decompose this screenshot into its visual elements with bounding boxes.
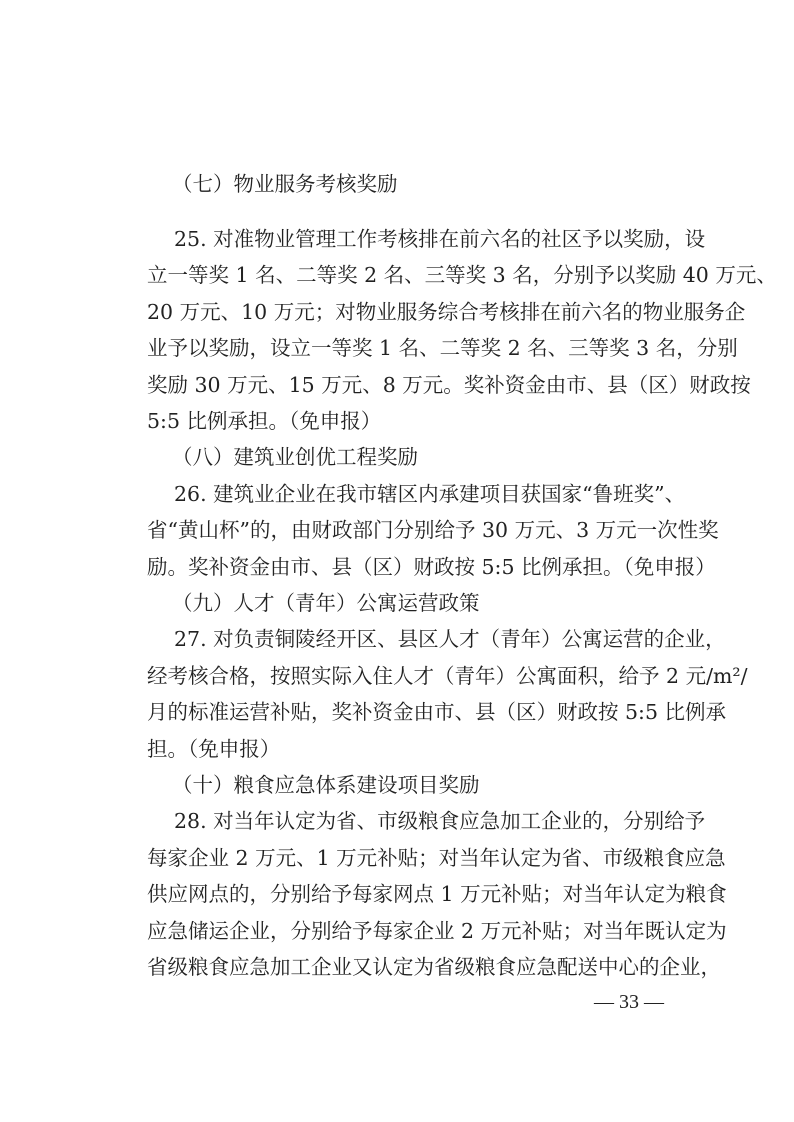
paragraph-line: 每家企业 2 万元、1 万元补贴；对当年认定为省、市级粮食应急 bbox=[147, 845, 726, 870]
paragraph-line: 20 万元、10 万元；对物业服务综合考核排在前六名的物业服务企 bbox=[147, 299, 746, 324]
paragraph-line: 5:5 比例承担。（免申报） bbox=[147, 409, 382, 433]
paragraph-line: 业予以奖励，设立一等奖 1 名、二等奖 2 名、三等奖 3 名，分别 bbox=[147, 336, 738, 361]
paragraph-line: 26. 建筑业企业在我市辖区内承建项目获国家“鲁班奖”、 bbox=[174, 481, 686, 506]
section-heading: （十）粮食应急体系建设项目奖励 bbox=[172, 773, 480, 797]
paragraph-line: 励。奖补资金由市、县（区）财政按 5:5 比例承担。（免申报） bbox=[147, 554, 716, 579]
paragraph-line: 月的标准运营补贴，奖补资金由市、县（区）财政按 5:5 比例承 bbox=[147, 700, 727, 725]
paragraph-line: 立一等奖 1 名、二等奖 2 名、三等奖 3 名，分别予以奖励 40 万元、 bbox=[147, 263, 777, 288]
paragraph-line: 供应网点的，分别给予每家网点 1 万元补贴；对当年认定为粮食 bbox=[147, 882, 727, 907]
paragraph-line: 担。（免申报） bbox=[147, 736, 281, 761]
paragraph-line: 省级粮食应急加工企业又认定为省级粮食应急配送中心的企业， bbox=[147, 955, 721, 979]
paragraph-line: 27. 对负责铜陵经开区、县区人才（青年）公寓运营的企业， bbox=[174, 627, 726, 652]
section-heading: （九）人才（青年）公寓运营政策 bbox=[172, 591, 480, 615]
paragraph-line: 应急储运企业，分别给予每家企业 2 万元补贴；对当年既认定为 bbox=[147, 918, 727, 943]
page-number: — 33 — bbox=[594, 991, 664, 1013]
paragraph-line: 经考核合格，按照实际入住人才（青年）公寓面积，给予 2 元/m²/ bbox=[147, 663, 748, 688]
paragraph-line: 奖励 30 万元、15 万元、8 万元。奖补资金由市、县（区）财政按 bbox=[147, 372, 751, 397]
section-heading: （七）物业服务考核奖励 bbox=[172, 172, 398, 196]
paragraph-line: 25. 对准物业管理工作考核排在前六名的社区予以奖励，设 bbox=[174, 227, 706, 251]
paragraph-line: 28. 对当年认定为省、市级粮食应急加工企业的，分别给予 bbox=[174, 809, 706, 834]
section-heading: （八）建筑业创优工程奖励 bbox=[172, 445, 418, 470]
paragraph-line: 省“黄山杯”的，由财政部门分别给予 30 万元、3 万元一次性奖 bbox=[147, 518, 719, 543]
